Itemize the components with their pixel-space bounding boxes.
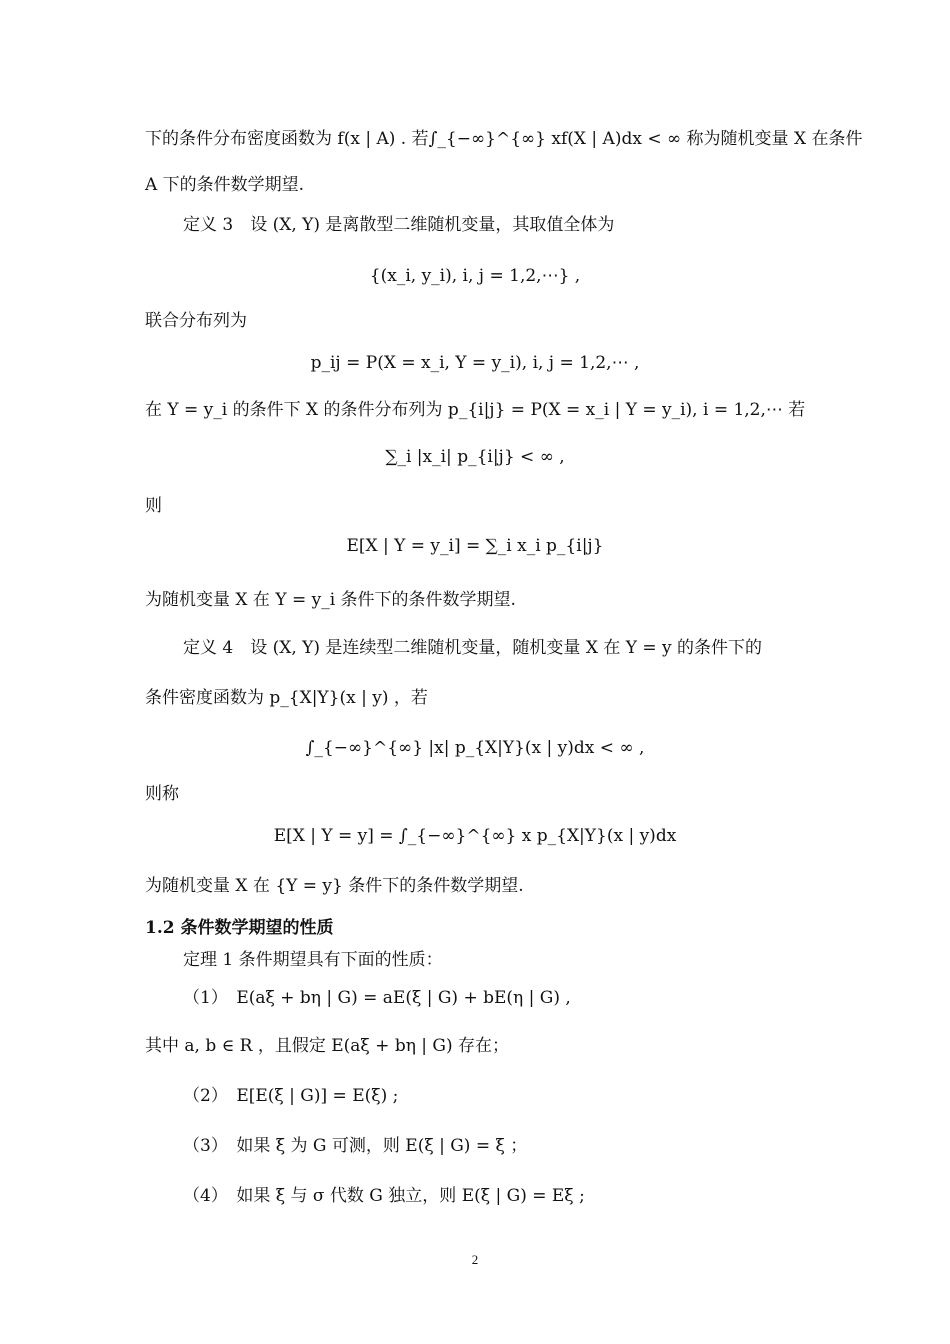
definition-4-heading: 定义 4 设 (X, Y) 是连续型二维随机变量，随机变量 X 在 Y = y 的条件下的 bbox=[183, 638, 763, 658]
property-3: （3） 如果 ξ 为 G 可测，则 E(ξ | G) = ξ ； bbox=[183, 1136, 528, 1156]
formula-integral-condition: ∫_{−∞}^{∞} |x| p_{X|Y}(x | y)dx < ∞ , bbox=[305, 738, 645, 758]
property-4: （4） 如果 ξ 与 σ 代数 G 独立，则 E(ξ | G) = Eξ ; bbox=[183, 1186, 585, 1206]
text-line-then-call: 则称 bbox=[145, 784, 179, 804]
text-line-joint: 联合分布列为 bbox=[145, 311, 247, 331]
text-line-density: 条件密度函数为 p_{X|Y}(x | y) ，若 bbox=[145, 688, 428, 708]
text-line-then: 则 bbox=[145, 496, 162, 516]
text-line-conditional: 在 Y = y_i 的条件下 X 的条件分布列为 p_{i|j} = P(X = x_i | Y = y_i), i = 1,2,⋯ 若 bbox=[145, 400, 806, 420]
text-line-where: 其中 a, b ∈ R ，且假定 E(aξ + bη | G) 存在； bbox=[145, 1036, 510, 1056]
text-line-continuous-def: 为随机变量 X 在 {Y = y} 条件下的条件数学期望. bbox=[145, 876, 524, 896]
theorem-1-heading: 定理 1 条件期望具有下面的性质： bbox=[183, 950, 443, 970]
definition-3-heading: 定义 3 设 (X, Y) 是离散型二维随机变量，其取值全体为 bbox=[183, 215, 615, 235]
formula-continuous-expectation: E[X | Y = y] = ∫_{−∞}^{∞} x p_{X|Y}(x | y)dx bbox=[273, 826, 677, 846]
property-1: （1） E(aξ + bη | G) = aE(ξ | G) + bE(η | G) , bbox=[183, 988, 571, 1008]
formula-value-set: {(x_i, y_i), i, j = 1,2,⋯} , bbox=[369, 266, 581, 286]
page-number: 2 bbox=[471, 1252, 479, 1267]
formula-discrete-expectation: E[X | Y = y_i] = ∑_i x_i p_{i|j} bbox=[346, 536, 604, 556]
text-line-1: 下的条件分布密度函数为 f(x | A) . 若∫_{−∞}^{∞} xf(X | A)dx < ∞ 称为随机变量 X 在条件 bbox=[145, 129, 863, 149]
property-2: （2） E[E(ξ | G)] = E(ξ) ; bbox=[183, 1086, 399, 1106]
section-heading: 1.2 条件数学期望的性质 bbox=[145, 918, 334, 938]
formula-joint-distribution: p_ij = P(X = x_i, Y = y_i), i, j = 1,2,⋯ , bbox=[310, 353, 640, 373]
formula-sum-condition: ∑_i |x_i| p_{i|j} < ∞ , bbox=[385, 447, 565, 467]
text-line-2: A 下的条件数学期望. bbox=[145, 175, 305, 195]
text-line-discrete-def: 为随机变量 X 在 Y = y_i 条件下的条件数学期望. bbox=[145, 590, 516, 610]
